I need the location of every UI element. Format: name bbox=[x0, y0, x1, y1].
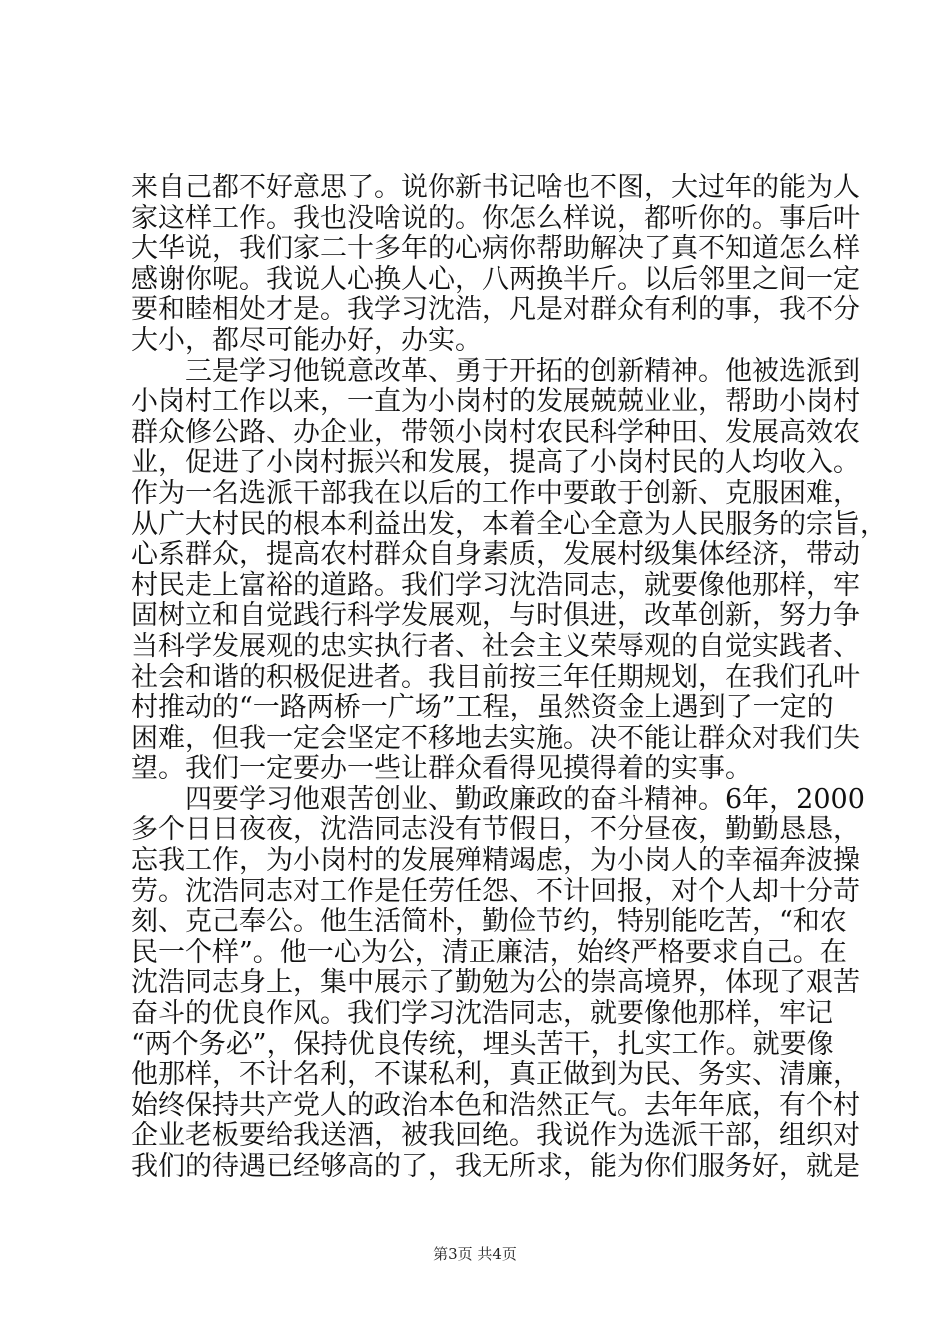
paragraph bbox=[131, 355, 887, 785]
text-line: 感谢你呢。我说人心换人心，八两换半斤。以后邻里之间一定 bbox=[131, 263, 860, 295]
text-line: 业，促进了小岗村振兴和发展，提高了小岗村民的人均收入。 bbox=[131, 447, 860, 479]
text-line: 三是学习他锐意改革、勇于开拓的创新精神。他被选派到 bbox=[185, 355, 860, 387]
text-line: 始终保持共产党人的政治本色和浩然正气。去年年底，有个村 bbox=[131, 1089, 860, 1121]
text-line: 村民走上富裕的道路。我们学习沈浩同志，就要像他那样，牢 bbox=[131, 569, 860, 601]
page-number-label: 第3页 共4页 bbox=[433, 1245, 517, 1263]
text-line: 他那样，不计名利，不谋私利，真正做到为民、务实、清廉， bbox=[131, 1059, 860, 1091]
text-line: 沈浩同志身上，集中展示了勤勉为公的崇高境界，体现了艰苦 bbox=[131, 967, 860, 999]
text-line: 望。我们一定要办一些让群众看得见摸得着的实事。 bbox=[131, 753, 752, 785]
text-line: 固树立和自觉践行科学发展观，与时俱进，改革创新，努力争 bbox=[131, 600, 860, 632]
text-line: 群众修公路、办企业，带领小岗村农民科学种田、发展高效农 bbox=[131, 416, 860, 448]
text-line: 企业老板要给我送酒，被我回绝。我说作为选派干部，组织对 bbox=[131, 1120, 860, 1152]
text-line: 从广大村民的根本利益出发，本着全心全意为人民服务的宗旨， bbox=[131, 508, 887, 540]
text-line: 社会和谐的积极促进者。我目前按三年任期规划，在我们孔叶 bbox=[131, 661, 860, 693]
text-line: 民一个样”。他一心为公，清正廉洁，始终严格要求自己。在 bbox=[131, 936, 847, 968]
text-line: 我们的待遇已经够高的了，我无所求，能为你们服务好，就是 bbox=[131, 1151, 860, 1182]
text-line: 作为一名选派干部我在以后的工作中要敢于创新、克服困难， bbox=[131, 477, 860, 509]
paragraph bbox=[131, 172, 860, 357]
text-line: 家这样工作。我也没啥说的。你怎么样说，都听你的。事后叶 bbox=[131, 202, 860, 234]
page-footer bbox=[0, 1244, 950, 1264]
text-line: 当科学发展观的忠实执行者、社会主义荣辱观的自觉实践者、 bbox=[131, 630, 860, 662]
text-line: 小岗村工作以来，一直为小岗村的发展兢兢业业，帮助小岗村 bbox=[131, 386, 860, 418]
text-line: 多个日日夜夜，沈浩同志没有节假日，不分昼夜，勤勤恳恳， bbox=[131, 814, 860, 846]
text-line: 来自己都不好意思了。说你新书记啥也不图，大过年的能为人 bbox=[131, 172, 860, 203]
text-line: 村推动的“一路两桥一广场”工程，虽然资金上遇到了一定的 bbox=[131, 692, 834, 724]
text-line: 奋斗的优良作风。我们学习沈浩同志，就要像他那样，牢记 bbox=[131, 998, 833, 1030]
paragraph bbox=[131, 783, 865, 1183]
text-line: 困难，但我一定会坚定不移地去实施。决不能让群众对我们失 bbox=[131, 722, 860, 754]
text-line: 忘我工作，为小岗村的发展殚精竭虑，为小岗人的幸福奔波操 bbox=[131, 845, 860, 877]
text-line: 心系群众，提高农村群众自身素质，发展村级集体经济，带动 bbox=[131, 539, 860, 571]
document-body bbox=[131, 172, 887, 1183]
text-line: 要和睦相处才是。我学习沈浩，凡是对群众有利的事，我不分 bbox=[131, 294, 860, 326]
text-line: 刻、克己奉公。他生活简朴，勤俭节约，特别能吃苦，“和农 bbox=[131, 906, 847, 938]
text-line: 大华说，我们家二十多年的心病你帮助解决了真不知道怎么样 bbox=[131, 233, 860, 265]
text-line: 劳。沈浩同志对工作是任劳任怨、不计回报，对个人却十分苛 bbox=[131, 875, 860, 907]
text-line: “两个务必”，保持优良传统，埋头苦干，扎实工作。就要像 bbox=[131, 1028, 834, 1060]
text-line: 大小，都尽可能办好，办实。 bbox=[131, 324, 482, 356]
text-line: 四要学习他艰苦创业、勤政廉政的奋斗精神。6年，2000 bbox=[185, 783, 865, 815]
